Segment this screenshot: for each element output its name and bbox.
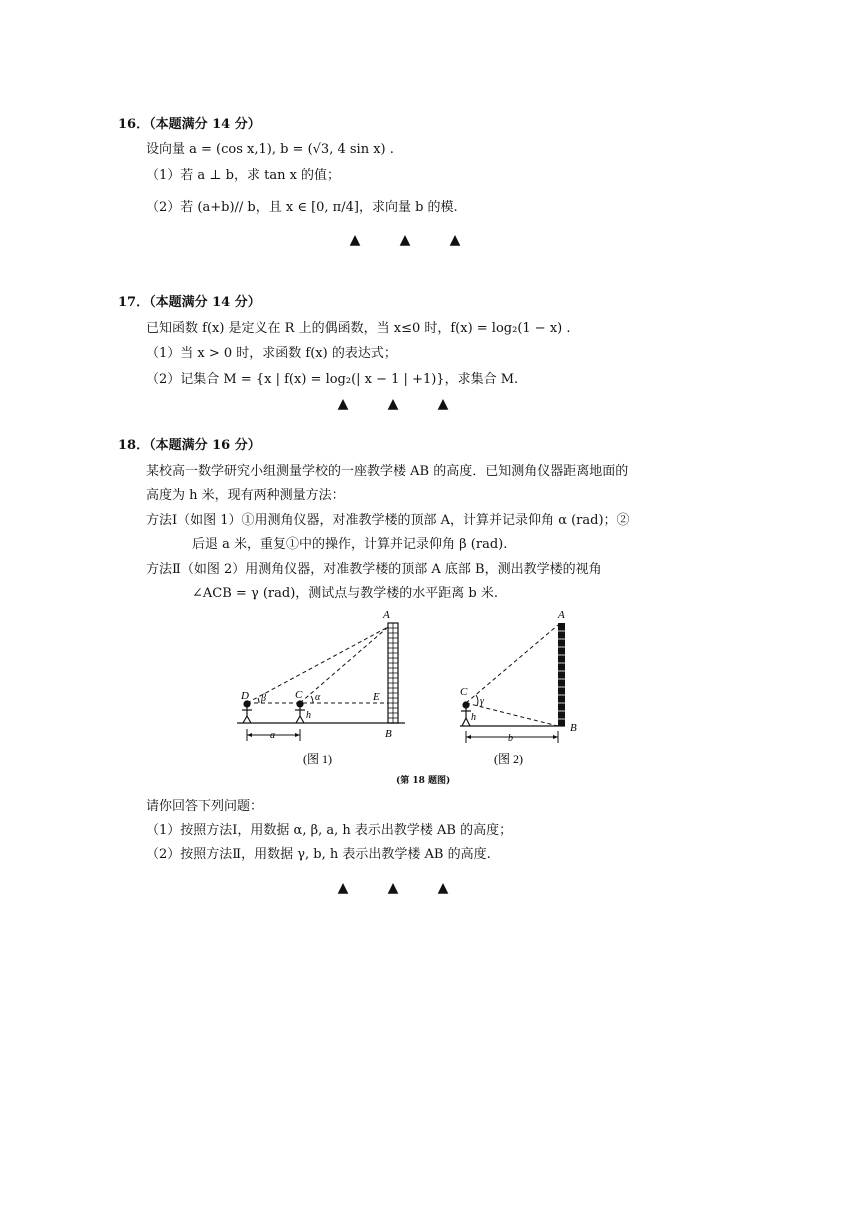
q18-method2-line2: ∠ACB = γ (rad)，测试点与教学楼的水平距离 b 米. <box>192 586 498 601</box>
q18-header: 18．（本题满分 16 分） <box>118 438 261 453</box>
separator-triangle: ▲ <box>437 396 449 412</box>
label-b-distance: b <box>508 733 513 744</box>
q16-stem: 设向量 a = (cos x,1), b = (√3, 4 sin x) . <box>146 142 394 157</box>
separator-triangle: ▲ <box>337 396 349 412</box>
label-h: h <box>471 712 476 723</box>
separator-triangle: ▲ <box>437 880 449 896</box>
separator-triangle: ▲ <box>387 880 399 896</box>
q17-part2: （2）记集合 M = {x | f(x) = log₂(| x − 1 | +1)}，求集合 M. <box>146 372 519 387</box>
separator-triangle: ▲ <box>349 232 361 248</box>
label-c-point: C <box>295 689 303 701</box>
q18-part2: （2）按照方法Ⅱ，用数据 γ, b, h 表示出教学楼 AB 的高度. <box>146 847 491 862</box>
q18-method1-line1: 方法Ⅰ（如图 1）①用测角仪器，对准教学楼的顶部 A，计算并记录仰角 α (rad)；② <box>146 513 630 528</box>
separator-triangle: ▲ <box>449 232 461 248</box>
q16-separator <box>330 232 480 248</box>
separator-triangle: ▲ <box>399 232 411 248</box>
label-alpha: α <box>315 692 321 703</box>
q18-separator <box>318 880 468 896</box>
observer-d-icon <box>242 701 252 723</box>
label-a-point: A <box>383 609 390 621</box>
observer-c-icon <box>295 701 305 723</box>
label-beta: β <box>261 693 266 704</box>
separator-triangle: ▲ <box>387 396 399 412</box>
label-b-point: B <box>385 728 392 740</box>
q18-prompt: 请你回答下列问题： <box>146 799 264 814</box>
q16-part2: （2）若 (a+b)// b，且 x ∈ [0, π/4]，求向量 b 的模. <box>146 200 458 215</box>
label-e-point: E <box>373 691 380 703</box>
label-d-point: D <box>241 690 249 702</box>
figure-1-caption: (图 1) <box>303 752 332 766</box>
q18-figure-title: (第 18 题图) <box>396 776 451 786</box>
q18-stem-line2: 高度为 h 米，现有两种测量方法： <box>146 488 345 503</box>
figure-2 <box>450 605 595 770</box>
q16-part1: （1）若 a ⊥ b，求 tan x 的值； <box>146 168 341 183</box>
q18-method2-line1: 方法Ⅱ（如图 2）用测角仪器，对准教学楼的顶部 A 底部 B，测出教学楼的视角 <box>146 562 602 577</box>
label-c-point: C <box>460 686 468 698</box>
q17-part1: （1）当 x > 0 时，求函数 f(x) 的表达式； <box>146 346 397 361</box>
q18-stem-line1: 某校高一数学研究小组测量学校的一座教学楼 AB 的高度．已知测角仪器距离地面的 <box>146 464 629 479</box>
angle-gamma-arc <box>476 695 478 706</box>
sight-line-ca <box>466 625 558 703</box>
label-a-point: A <box>558 609 565 621</box>
q17-header: 17．（本题满分 14 分） <box>118 295 261 310</box>
separator-triangle: ▲ <box>337 880 349 896</box>
label-gamma: γ <box>480 696 484 707</box>
q17-separator <box>318 396 468 412</box>
q18-method1-line2: 后退 a 米，重复①中的操作，计算并记录仰角 β (rad). <box>192 537 508 552</box>
label-b-point: B <box>570 722 577 734</box>
q17-stem: 已知函数 f(x) 是定义在 R 上的偶函数，当 x≤0 时，f(x) = log₂(1 − x) . <box>146 321 571 336</box>
angle-beta-arc <box>258 698 259 703</box>
q18-part1: （1）按照方法Ⅰ，用数据 α, β, a, h 表示出教学楼 AB 的高度； <box>146 823 513 838</box>
angle-alpha-arc <box>311 696 313 703</box>
label-h: h <box>306 710 311 721</box>
label-a-distance: a <box>270 730 275 741</box>
building-ab <box>558 623 565 726</box>
observer-c-icon <box>461 702 471 726</box>
q16-header: 16．（本题满分 14 分） <box>118 117 261 132</box>
figure-2-caption: (图 2) <box>494 752 523 766</box>
figure-1 <box>225 605 425 770</box>
